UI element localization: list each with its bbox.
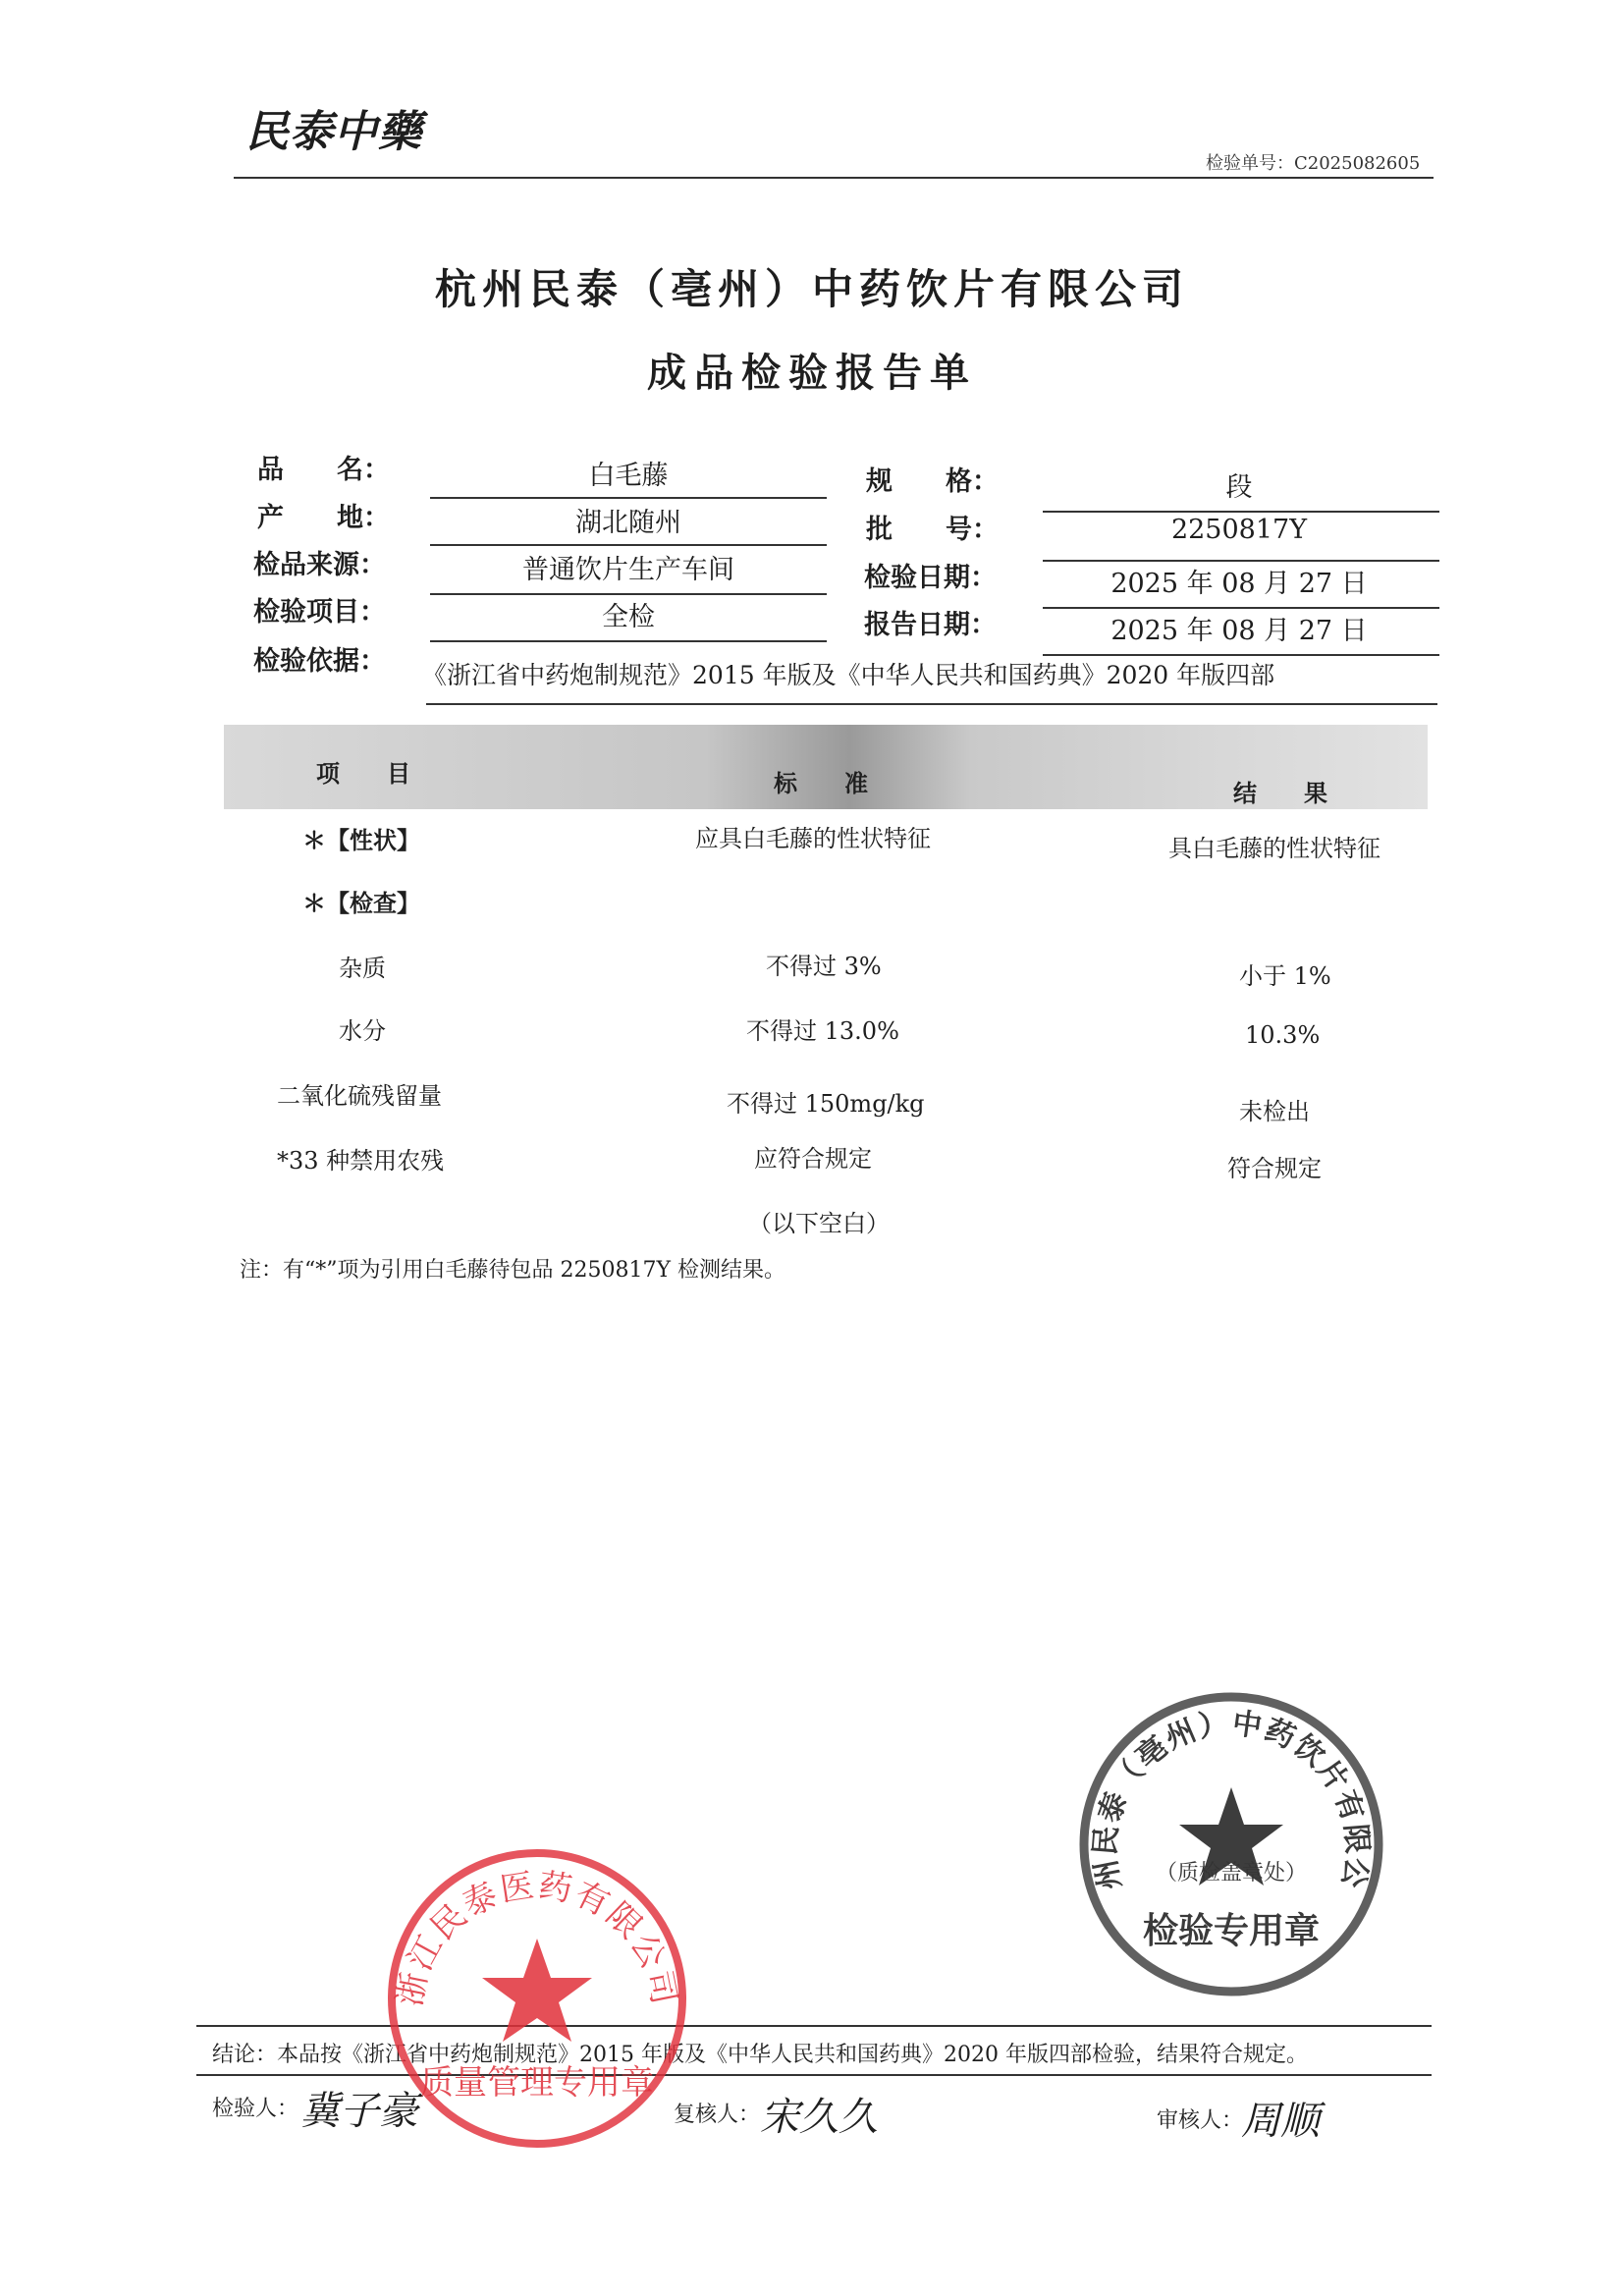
inspect-date-label: 检验日期： — [864, 563, 997, 593]
header-result: 结 果 — [1233, 779, 1327, 807]
inspection-item-underline — [430, 640, 827, 642]
product-name-underline — [430, 497, 827, 499]
report-date-value: 2025 年 08 月 27 日 — [1110, 616, 1368, 646]
seal-inner-text: 质量管理专用章 — [420, 2063, 654, 2103]
table-row-item: 二氧化硫残留量 — [277, 1082, 442, 1110]
header-standard: 标 准 — [774, 769, 868, 797]
product-name-label: 品 名： — [257, 455, 390, 485]
table-row-standard: 不得过 13.0% — [746, 1017, 899, 1045]
seal-inner-text: 检验专用章 — [1142, 1911, 1321, 1951]
table-row-result: 符合规定 — [1227, 1155, 1322, 1182]
batch-value: 2250817Y — [1170, 515, 1308, 545]
blank-below-note: （以下空白） — [748, 1210, 890, 1237]
section-appearance: ＊【性状】 — [302, 826, 420, 854]
basis-label: 检验依据： — [253, 646, 386, 677]
inspection-item-label: 检验项目： — [253, 597, 386, 628]
seal-center-text: （质检盖章处） — [1155, 1861, 1308, 1886]
header-item: 项 目 — [316, 759, 410, 788]
report-date-label: 报告日期： — [864, 610, 997, 640]
inspection-seal — [1072, 1685, 1390, 2003]
table-row-item: 水分 — [339, 1017, 386, 1045]
reviewer-signature: 宋久久 — [760, 2095, 878, 2140]
footnote: 注：有“*”项为引用白毛藤待包品 2250817Y 检测结果。 — [240, 1258, 785, 1283]
company-name: 杭州民泰（亳州）中药饮片有限公司 — [434, 265, 1189, 313]
product-name-value: 白毛藤 — [588, 461, 669, 491]
origin-underline — [430, 544, 827, 546]
table-row-item: 杂质 — [339, 955, 386, 982]
reviewer-label: 复核人： — [674, 2103, 761, 2127]
appearance-standard: 应具白毛藤的性状特征 — [695, 825, 931, 852]
source-value: 普通饮片生产车间 — [522, 555, 734, 585]
table-row-result: 小于 1% — [1239, 962, 1331, 990]
document-title: 成品检验报告单 — [647, 350, 977, 396]
conclusion: 结论：本品按《浙江省中药炮制规范》2015 年版及《中华人民共和国药典》2020 年版四部检验，结果符合规定。 — [212, 2043, 1308, 2067]
basis-underline — [426, 703, 1437, 705]
inspect-date-value: 2025 年 08 月 27 日 — [1110, 569, 1368, 599]
source-label: 检品来源： — [253, 550, 386, 580]
inspection-item-value: 全检 — [602, 602, 655, 632]
spec-value: 段 — [1225, 472, 1253, 503]
table-row-standard: 不得过 150mg/kg — [727, 1090, 925, 1118]
section-check: ＊【检查】 — [302, 889, 420, 917]
origin-value: 湖北随州 — [575, 508, 681, 538]
spec-underline — [1043, 511, 1439, 513]
table-row-standard: 不得过 3% — [766, 953, 882, 980]
origin-label: 产 地： — [257, 503, 390, 533]
basis-value: 《浙江省中药炮制规范》2015 年版及《中华人民共和国药典》2020 年版四部 — [422, 661, 1275, 689]
approver-signature: 周顺 — [1241, 2099, 1320, 2144]
inspection-number: 检验单号：C2025082605 — [1206, 153, 1421, 174]
approver-label: 审核人： — [1157, 2108, 1244, 2133]
seal-outer-text: 浙江民泰医药有限公司 — [390, 1865, 684, 2010]
batch-label: 批 号： — [866, 515, 999, 545]
inspector-signature: 冀子豪 — [300, 2089, 418, 2134]
inspector-label: 检验人： — [212, 2097, 299, 2121]
company-logo: 民泰中藥 — [245, 107, 422, 157]
report-date-underline — [1043, 654, 1439, 656]
table-row-item: *33 种禁用农残 — [277, 1147, 445, 1175]
quality-seal — [381, 1842, 693, 2155]
appearance-result: 具白毛藤的性状特征 — [1168, 835, 1380, 862]
header-divider — [234, 177, 1434, 179]
table-row-result: 未检出 — [1239, 1098, 1310, 1125]
spec-label: 规 格： — [866, 466, 999, 497]
table-row-result: 10.3% — [1245, 1021, 1321, 1049]
seal-outer-text: 州民泰（亳州）中药饮片有限公 — [1088, 1706, 1375, 1892]
table-row-standard: 应符合规定 — [754, 1145, 872, 1173]
